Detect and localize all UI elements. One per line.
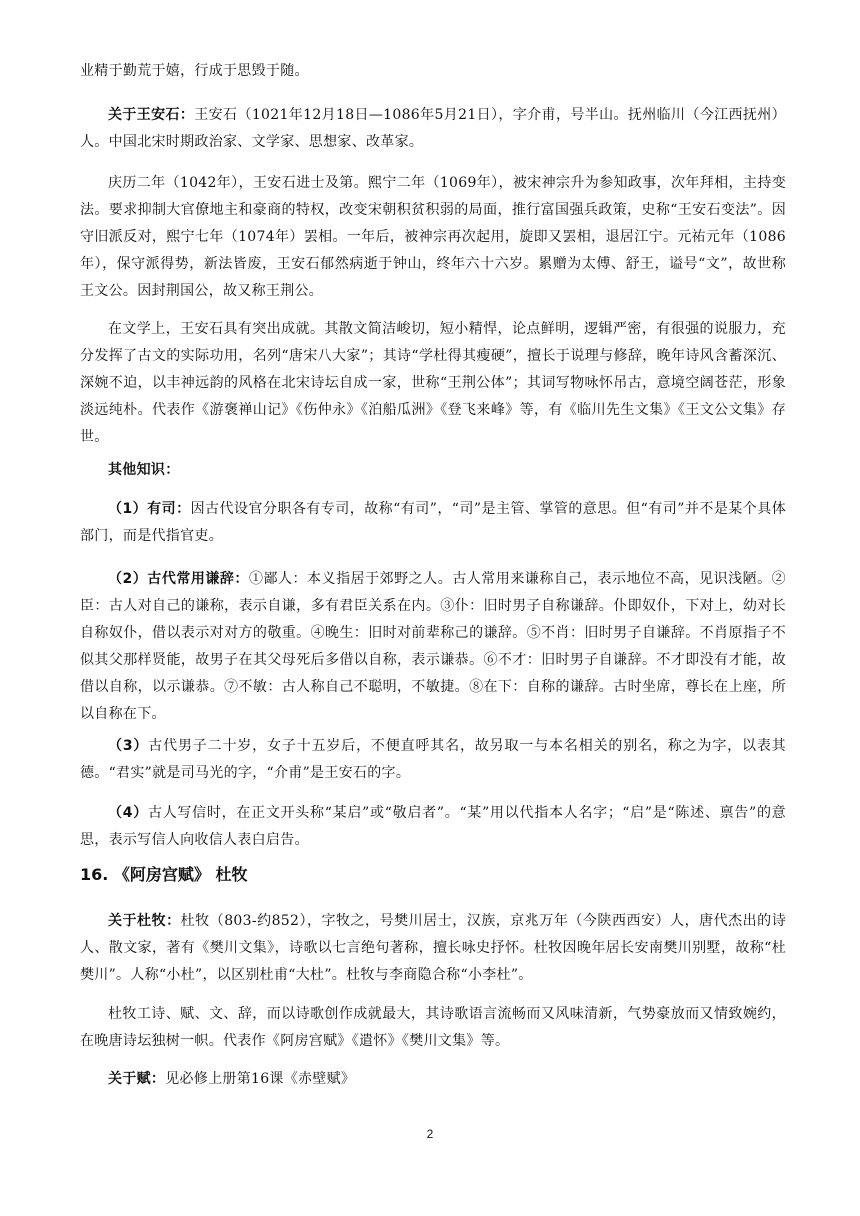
para-text: 杜牧（803-约852），字牧之，号樊川居士，汉族，京兆万年（今陕西西安）人，唐代杰出的诗人、散文家，著有《樊川文集》，诗歌以七言绝句著称，擅长咏史抒怀。杜牧因晚年居长安南樊川别墅，故称“杜樊川”。人称“小杜”，以区别杜甫“大杜”。杜牧与李商隐合称“小李杜”。 bbox=[80, 913, 787, 983]
para-text: 杜牧工诗、赋、文、辞，而以诗歌创作成就最大，其诗歌语言流畅而又风味清新，气势豪放而又情致婉约，在晚唐诗坛独树一帜。代表作《阿房宫赋》《遣怀》《樊川文集》等。 bbox=[80, 1006, 786, 1049]
para-knowledge-3 bbox=[80, 733, 786, 787]
para-label: （4） bbox=[108, 805, 148, 821]
para-label: 关于王安石： bbox=[108, 107, 195, 123]
page-number: 2 bbox=[426, 1127, 434, 1141]
para-text: 在文学上，王安石具有突出成就。其散文简洁峻切，短小精悍，论点鲜明，逻辑严密，有很强的说服力，充分发挥了古文的实际功用，名列“唐宋八大家”；其诗“学杜得其瘦硬”，擅长于说理与修辞，晚年诗风含蓄深沉、深婉不迫，以丰神远韵的风格在北宋诗坛自成一家，世称“王荆公体”；其词写物咏怀吊古，意境空阔苍茫，形象淡远纯朴。代表作《游褒禅山记》《伤仲永》《泊船瓜洲》《登飞来峰》等，有《临川先生文集》《王文公文集》存世。 bbox=[80, 321, 786, 445]
para-wang-biography bbox=[80, 170, 786, 305]
para-about-wang-anshi bbox=[80, 102, 786, 156]
para-label: 其他知识： bbox=[108, 462, 180, 478]
para-label: （3） bbox=[108, 738, 149, 754]
para-text: 庆历二年（1042年），王安石进士及第。熙宁二年（1069年），被宋神宗升为参知政事，次年拜相，主持变法。要求抑制大官僚地主和豪商的特权，改变宋朝积贫积弱的局面，推行富国强兵政策，史称“王安石变法”。因守旧派反对，熙宁七年（1074年）罢相。一年后，被神宗再次起用，旋即又罢相，退居江宁。元祐元年（1086年），保守派得势，新法皆废，王安石郁然病逝于钟山，终年六十六岁。累赠为太傅、舒王，谥号“文”，故世称王文公。因封荆国公，故又称王荆公。 bbox=[80, 175, 786, 299]
para-continuation bbox=[80, 58, 786, 85]
para-about-du-mu bbox=[80, 908, 786, 989]
para-text: ①鄙人：本义指居于郊野之人。古人常用来谦称自己，表示地位不高，见识浅陋。②臣：古人对自己的谦称，表示自谦，多有君臣关系在内。③仆：旧时男子自称谦辞。仆即奴仆，下对上，幼对长自称奴仆，借以表示对对方的敬重。④晚生：旧时对前辈称己的谦辞。⑤不肖：旧时男子自谦辞。不肖原指子不似其父那样贤能，故男子在其父母死后多借以自称，表示谦恭。⑥不才：旧时男子自谦辞。不才即没有才能，故借以自称，以示谦恭。⑦不敏：古人称自己不聪明，不敏捷。⑧在下：自称的谦辞。古时坐席，尊长在上座，所以自称在下。 bbox=[80, 571, 786, 722]
para-about-fu bbox=[80, 1066, 786, 1093]
para-text: 古代男子二十岁，女子十五岁后，不便直呼其名，故另取一与本名相关的别名，称之为字，以表其德。“君实”就是司马光的字，“介甫”是王安石的字。 bbox=[80, 738, 786, 781]
para-text: 古人写信时，在正文开头称“某启”或“敬启者”。“某”用以代指本人名字；“启”是“陈述、禀告”的意思，表示写信人向收信人表白启告。 bbox=[80, 805, 786, 848]
para-text: 王安石（1021年12月18日—1086年5月21日），字介甫，号半山。抚州临川（今江西抚州）人。中国北宋时期政治家、文学家、思想家、改革家。 bbox=[80, 107, 786, 150]
para-label: 关于赋： bbox=[108, 1071, 166, 1087]
para-du-mu-works bbox=[80, 1001, 786, 1055]
para-other-knowledge bbox=[80, 457, 786, 484]
para-label: （2）古代常用谦辞： bbox=[108, 571, 249, 587]
section-heading: 16. 《阿房宫赋》 杜牧 bbox=[80, 865, 248, 884]
para-text: 业精于勤荒于嬉，行成于思毁于随。 bbox=[80, 63, 309, 79]
para-text: 见必修上册第16课《赤壁赋》 bbox=[165, 1071, 356, 1087]
para-knowledge-4 bbox=[80, 800, 786, 854]
para-text: 因古代设官分职各有专司，故称“有司”，“司”是主管、掌管的意思。但“有司”并不是某个具体部门，而是代指官吏。 bbox=[80, 501, 786, 544]
para-knowledge-1 bbox=[80, 496, 786, 550]
para-label: 关于杜牧： bbox=[108, 913, 181, 929]
para-wang-literature bbox=[80, 316, 786, 451]
para-label: （1）有司： bbox=[108, 501, 191, 517]
para-knowledge-2 bbox=[80, 566, 786, 728]
